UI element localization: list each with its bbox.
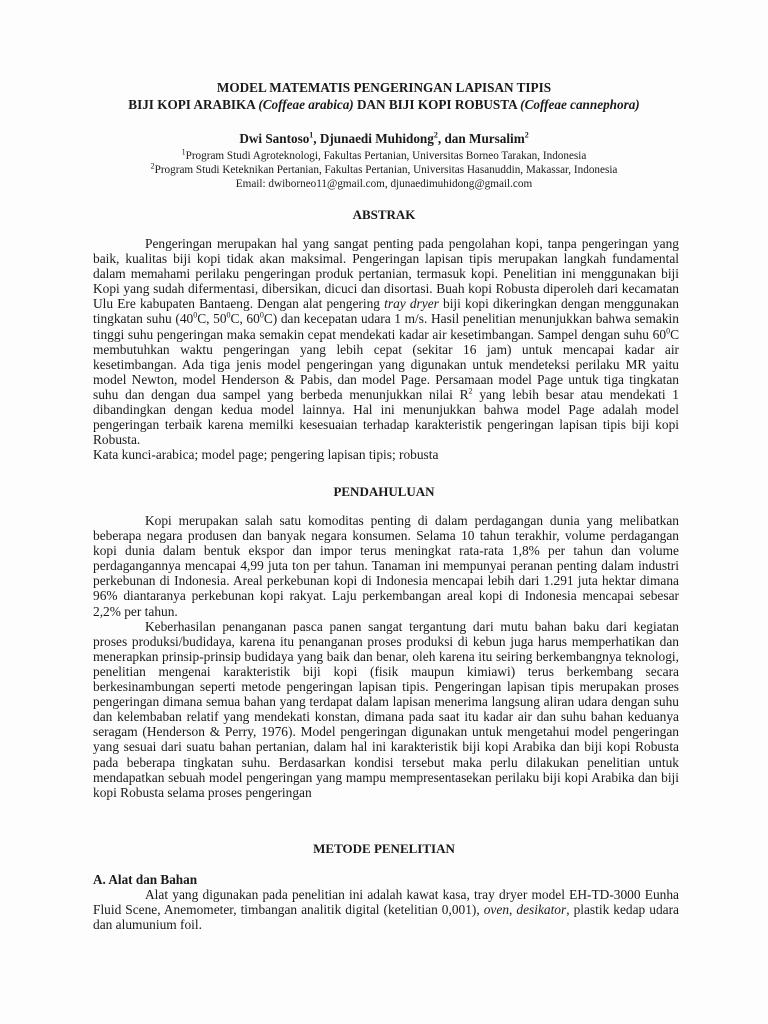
affil-mark: 2 [150,161,155,171]
affil-text: Program Studi Keteknikan Pertanian, Fakultas Pertanian, Universitas Hasanuddin, Makassar, Indonesia [154,164,618,176]
title-part: DAN BIJI KOPI ROBUSTA [353,97,521,112]
text-run: C) dan kecepatan udara 1 m/s. Hasil penelitian menunjukkan bahwa semakin tinggi suhu pengeringan maka semakin cepat mendekati kadar air kesetimbangan. Sampel dengan suhu 60 [93,311,679,342]
intro-body [93,513,679,800]
intro-heading: PENDAHULUAN [333,484,435,499]
superscript: 0 [193,311,198,320]
abstract-paragraph [93,236,679,447]
text-run: biji kopi dikeringkan dengan menggunakan tingkatan suhu (40 [93,296,679,327]
text-run: Pengeringan merupakan hal yang sangat penting pada pengolahan kopi, tanpa pengeringan yang baik, kualitas biji kopi tidak akan maksimal. Pengeringan lapisan tipis merupakan langkah fundamental dalam memahami perilaku pengeringan produk pertanian, termasuk kopi. Penelitian ini menggunakan biji Kopi yang sudah difermentasi, dibersikan, dicuci dan disortasi. Buah kopi Robusta diperoleh dari kecamatan Ulu Ere kabupaten Bantaeng. Dengan alat pengering [93,236,679,312]
abstract-heading: ABSTRAK [352,207,416,222]
superscript: 2 [468,386,473,396]
affil-text: Program Studi Agroteknologi, Fakultas Pertanian, Universitas Borneo Tarakan, Indonesia [185,150,587,162]
paper-title-line2 [0,97,768,113]
keywords: Kata kunci-arabica; model page; pengering lapisan tipis; robusta [93,447,439,463]
author-affil-mark: 1 [309,130,314,140]
text-run: C, 60 [230,311,260,327]
author-affil-mark: 2 [433,130,438,140]
methods-heading: METODE PENELITIAN [313,841,455,856]
superscript: 0 [259,311,264,320]
text-run-italic: tray dryer [384,296,439,312]
methods-body [93,887,679,932]
superscript: 0 [666,326,671,336]
superscript: 0 [226,311,231,320]
text-run: yang lebih besar atau mendekati 1 dibandingkan dengan kedua model lainnya. Hal ini menunjukkan bahwa model Page adalah model pengeringan terbaik karena memilki kesesuaian terhadap karakteristik pengeringan lapisan tipis biji kopi Robusta. [93,386,680,448]
affiliation-1 [0,147,768,162]
author-name: , dan Mursalim [437,131,525,146]
text-run-italic: oven [483,902,510,918]
author-list [0,131,768,147]
text-run: C membutuhkan waktu pengeringan yang lebih cepat (sekitar 16 jam) untuk mencapai kadar air kesetimbangan. Ada tiga jenis model pengeringan yang digunakan untuk mendeteksi perilaku MR yaitu model Newton, model Henderson & Pabis, dan model Page. Persamaan model Page untuk tiga tingkatan suhu dan dengan dua sampel yang berbeda menunjukkan nilai R [93,326,679,402]
intro-paragraph-1: Kopi merupakan salah satu komoditas penting di dalam perdagangan dunia yang melibatkan beberapa negara produsen dan banyak negara konsumen. Selama 10 tahun terakhir, volume perdagangan kopi dunia dalam bentuk ekspor dan impor terus meningkat rata-rata 1,8% per tahun dan volume perdagangannya mencapai 4,99 juta ton per tahun. Tanaman ini mempunyai peranan penting dalam industri perkebunan di Indonesia. Areal perkebunan kopi di Indonesia mencapai lebih dari 1.291 juta hektar dimana 96% diantaranya perkebunan kopi rakyat. Laju perkembangan areal kopi di Indonesia mencapai sebesar 2,2% per tahun. [93,513,679,619]
author-affil-mark: 2 [524,130,529,140]
text-run-italic: desikator [516,902,567,918]
methods-paragraph [93,887,679,932]
title-species-arabica: (Coffeae arabica) [258,97,354,112]
title-species-robusta: (Coffeae cannephora) [520,97,640,112]
intro-paragraph-2: Keberhasilan penanganan pasca panen sangat tergantung dari mutu bahan baku dari kegiatan proses produksi/budidaya, karena itu penanganan proses produksi di kebun juga harus memperhatikan dan menerapkan prinsip-prinsip budidaya yang baik dan benar, oleh karena itu seiring berkembangnya teknologi, penelitian mengenai karakteristik biji kopi (fisik maupun kimiawi) terus berkembang secara berkesinambungan seperti metode pengeringan lapisan tipis. Pengeringan lapisan tipis merupakan proses pengeringan dimana semua bahan yang terdapat dalam lapisan menerima langsung aliran udara dengan suhu dan kelembaban relatif yang mendekati konstan, dimana pada saat itu kadar air dan suhu bahan keduanya seragam (Henderson & Perry, 1976). Model pengeringan digunakan untuk mengetahui model pengeringan yang sesuai dari suatu bahan pertanian, dalam hal ini karakteristik biji kopi Arabika dan biji kopi Robusta pada beberapa tingkatan suhu. Berdasarkan kondisi tersebut maka perlu dilakukan penelitian untuk mendapatkan sebuah model pengeringan yang mampu mempresentasekan perilaku biji kopi Arabika dan biji kopi Robusta selama proses pengeringan [93,618,679,800]
text-run: , [509,902,517,918]
author-name: , Djunaedi Muhidong [313,131,434,146]
author-name: Dwi Santoso [239,131,310,146]
affiliation-2 [0,161,768,176]
title-part: BIJI KOPI ARABIKA [128,97,259,112]
author-email: Email: dwiborneo11@gmail.com, djunaedimuhidong@gmail.com [235,178,533,190]
text-run: , plastik kedap udara dan alumunium foil. [93,902,679,933]
text-run: Alat yang digunakan pada penelitian ini adalah kawat kasa, tray dryer model EH-TD-3000 Eunha Fluid Scene, Anemometer, timbangan analitik digital (ketelitian 0,001), [93,887,679,918]
paper-title-line1: MODEL MATEMATIS PENGERINGAN LAPISAN TIPIS [216,80,552,95]
text-run: C, 50 [197,311,227,327]
methods-subheading-a: A. Alat dan Bahan [93,872,198,887]
affil-mark: 1 [181,147,186,157]
abstract-body [93,236,679,462]
